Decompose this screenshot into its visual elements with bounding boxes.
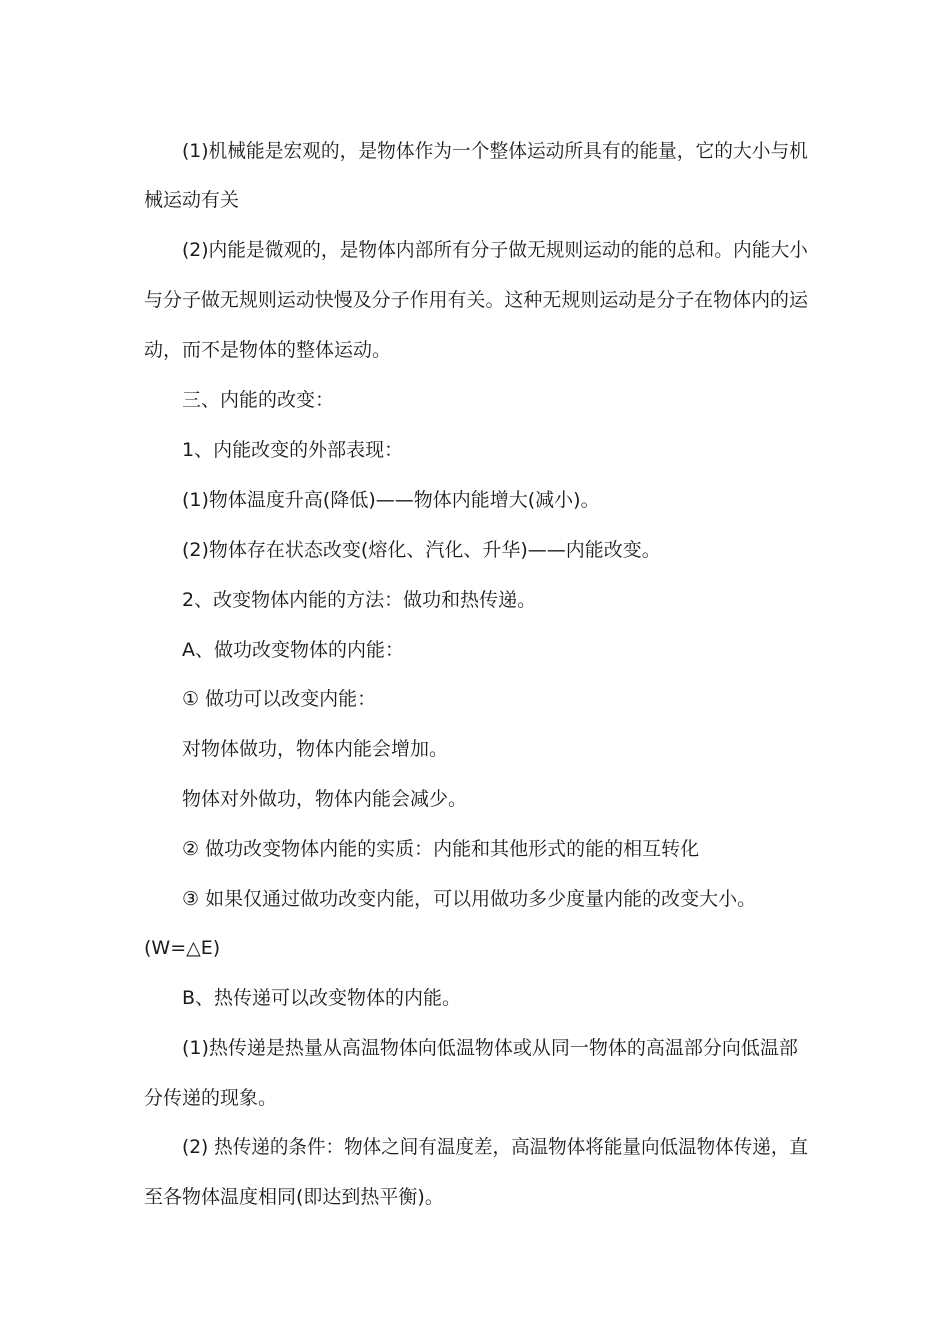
paragraph-line: 分传递的现象。 [144,1087,278,1109]
list-item: ① 做功可以改变内能： [182,688,377,710]
paragraph-line: 至各物体温度相同(即达到热平衡)。 [144,1186,444,1208]
list-item: ② 做功改变物体内能的实质：内能和其他形式的能的相互转化 [182,838,700,860]
subheading-2: 2、改变物体内能的方法：做功和热传递。 [182,589,537,611]
paragraph-line-5: 动，而不是物体的整体运动。 [144,339,392,361]
paragraph-line-4: 与分子做无规则运动快慢及分子作用有关。这种无规则运动是分子在物体内的运 [144,289,809,311]
list-item: (1)物体温度升高(降低)——物体内能增大(减小)。 [182,489,600,511]
paragraph-line-2: 械运动有关 [144,189,240,211]
list-item: 对物体做功，物体内能会增加。 [182,738,449,760]
paragraph-line-1: (1)机械能是宏观的，是物体作为一个整体运动所具有的能量，它的大小与机 [182,140,808,162]
subheading-b: B、热传递可以改变物体的内能。 [182,987,462,1009]
paragraph-line: (1)热传递是热量从高温物体向低温物体或从同一物体的高温部分向低温部 [182,1037,798,1059]
paragraph-line-3: (2)内能是微观的，是物体内部所有分子做无规则运动的能的总和。内能大小 [182,239,808,261]
subheading-1: 1、内能改变的外部表现： [182,439,404,461]
paragraph-line: (2) 热传递的条件：物体之间有温度差，高温物体将能量向低温物体传递，直 [182,1136,808,1158]
subheading-a: A、做功改变物体的内能： [182,639,404,661]
formula: (W=△E) [144,937,221,959]
list-item: ③ 如果仅通过做功改变内能，可以用做功多少度量内能的改变大小。 [182,888,757,910]
list-item: (2)物体存在状态改变(熔化、汽化、升华)——内能改变。 [182,539,661,561]
section-heading: 三、内能的改变： [182,389,335,411]
list-item: 物体对外做功，物体内能会减少。 [182,788,468,810]
